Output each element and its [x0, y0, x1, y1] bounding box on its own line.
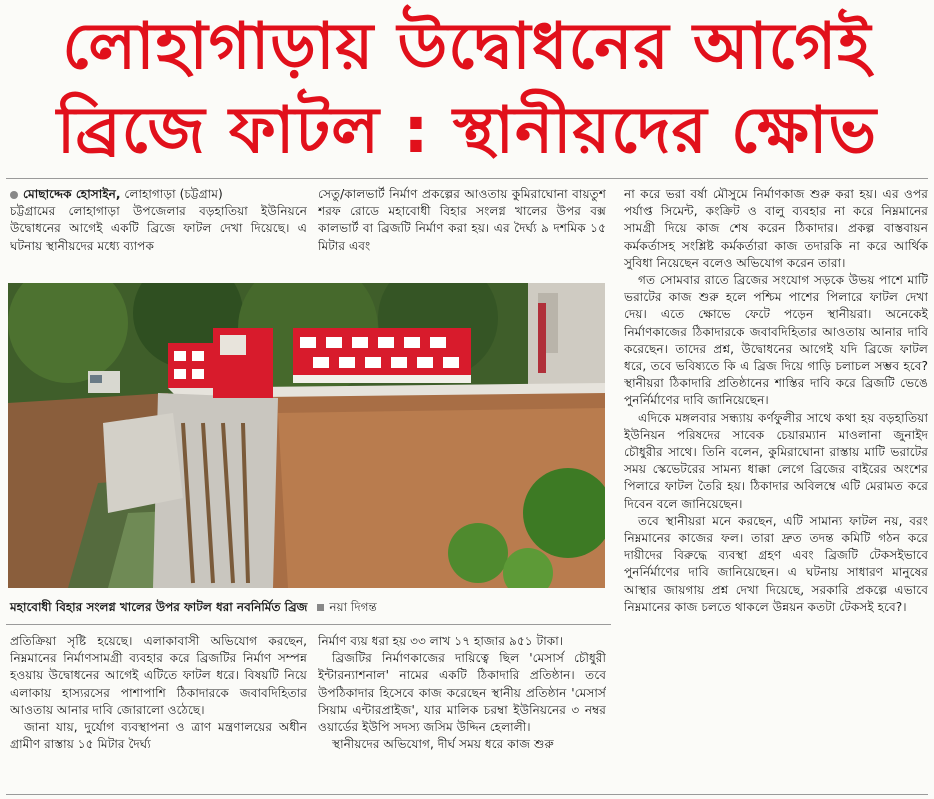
headline-divider: [6, 178, 928, 179]
paragraph: সেতু/কালভার্ট নির্মাণ প্রকল্পের আওতায় কুমিরাঘোনা বায়তুশ শরফ রোডে মহাবোধী বিহার সংলগ্ন খালের উপর বক্স কালভার্ট বা ব্রিজটি নির্মাণ করা হয়। এর দৈর্ঘ্য ৯ দশমিক ১৫ মিটার এবং: [318, 187, 606, 253]
paragraph: নির্মাণ ব্যয় ধরা হয় ৩৩ লাখ ১৭ হাজার ৯৫১ টাকা।: [318, 634, 564, 648]
headline-line-2: ব্রিজে ফাটল : স্থানীয়দের ক্ষোভ: [56, 94, 878, 168]
byline-author: মোছাদ্দেক হোসাইন,: [23, 187, 121, 201]
byline-place: লোহাগাড়া (চট্টগ্রাম): [120, 187, 223, 201]
caption-bullet-icon: [317, 604, 324, 611]
paragraph: ব্রিজটির নির্মাণকাজের দায়িত্বে ছিল 'মেসার্স চৌধুরী ইন্টারন্যাশনাল' নামের একটি ঠিকাদারি প্রতিষ্ঠান। তবে উপঠিকাদার হিসেবে কাজ করেছেন স্থানীয় প্রতিষ্ঠান 'মেসার্স সিয়াম এন্টারপ্রাইজ', যার মালিক চরম্বা ইউনিয়নের ৩ নম্বর ওয়ার্ডের ইউপি সদস্য জসিম উদ্দিন হেলালী।: [318, 651, 606, 735]
byline-bullet-icon: [10, 191, 18, 199]
column-1-bottom: [10, 633, 307, 793]
column-3: [624, 186, 928, 791]
column-2-bottom: [318, 633, 606, 793]
paragraph: গত সোমবার রাতে ব্রিজের সংযোগ সড়কে উভয় পাশে মাটি ভরাটের কাজ শুরু হলে পশ্চিম পাশের পিলারে ফাটল দেখা দেয়। এতে ক্ষোভে ফেটে পড়েন স্থানীয়রা। অনেকেই নির্মাণকাজের ঠিকাদারকে জবাবদিহিতার আওতায় আনার দাবি করেছেন। তাদের প্রশ্ন, উদ্বোধনের আগেই যদি ব্রিজে ফাটল ধরে, তবে ভবিষ্যতে কি এ ব্রিজ দিয়ে গাড়ি চলাচল সম্ভব হবে? স্থানীয়রা ঠিকাদারি প্রতিষ্ঠানের শাস্তির দাবি করে ব্রিজটি ভেঙে পুনর্নির্মাণের দাবি জানিয়েছেন।: [624, 273, 928, 408]
bottom-rule: [6, 794, 928, 795]
column-1-top: [10, 186, 307, 278]
caption-credit: নয়া দিগন্ত: [329, 600, 377, 614]
caption-text: মহাবোধী বিহার সংলগ্ন খালের উপর ফাটল ধরা নবনির্মিত ব্রিজ: [10, 600, 308, 614]
paragraph: না করে ভরা বর্ষা মৌসুমে নির্মাণকাজ শুরু করা হয়। এর ওপর পর্যাপ্ত সিমেন্ট, কংক্রিট ও বালু ব্যবহার না করে নিম্নমানের সামগ্রী দিয়ে কাজ শেষ করেন ঠিকাদার। প্রকল্প বাস্তবায়ন কর্মকর্তাসহ সংশ্লিষ্ট কর্মকর্তারা কাজ তদারকি না করে আর্থিক সুবিধা নিয়েছেন বলেও অভিযোগ করেন তারা।: [624, 187, 928, 270]
paragraph: স্থানীয়দের অভিযোগ, দীর্ঘ সময় ধরে কাজ শুরু: [332, 737, 554, 752]
headline-line-1: লোহাগাড়ায় উদ্বোধনের আগেই: [62, 10, 872, 84]
paragraph: চট্টগ্রামের লোহাগাড়া উপজেলার বড়হাতিয়া ইউনিয়নে উদ্বোধনের আগেই একটি ব্রিজে ফাটল দেখা দিয়েছে। এ ঘটনায় স্থানীয়দের মধ্যে ব্যাপক: [10, 204, 307, 253]
paragraph: জানা যায়, দুর্যোগ ব্যবস্থাপনা ও ত্রাণ মন্ত্রণালয়ের অধীন গ্রামীণ রাস্তায় ১৫ মিটার দৈর্ঘ্য: [10, 720, 307, 752]
column-2-top: [318, 186, 606, 278]
photo-caption: [10, 599, 600, 615]
paragraph: তবে স্থানীয়রা মনে করছেন, এটি সামান্য ফাটল নয়, বরং নিম্নমানের কাজের ফল। তারা দ্রুত তদন্ত কমিটি গঠন করে দায়ীদের বিরুদ্ধে ব্যবস্থা গ্রহণ এবং ব্রিজটি টেকসইভাবে পুনর্নির্মাণের দাবি জানিয়েছেন। এ ঘটনায় সাধারণ মানুষের আস্থার জায়গায় প্রশ্ন দেখা দিয়েছে, সরকারি প্রকল্পে এভাবে নিম্নমানের কাজ চলতে থাকলে উন্নয়ন কতটা টেকসই হবে?।: [624, 513, 928, 614]
paragraph: প্রতিক্রিয়া সৃষ্টি হয়েছে। এলাকাবাসী অভিযোগ করছেন, নিম্নমানের নির্মাণসামগ্রী ব্যবহার করে ব্রিজটির নির্মাণ সম্পন্ন হওয়ায় উদ্বোধনের আগেই এটিতে ফাটল ধরে। বিষয়টি নিয়ে এলাকায় হাস্যরসের পাশাপাশি ঠিকাদারকে জবাবদিহিতার আওতায় আনার দাবি জোরালো ওঠেছে।: [10, 634, 307, 717]
byline: [10, 186, 307, 203]
caption-divider: [6, 624, 611, 625]
paragraph: এদিকে মঙ্গলবার সন্ধ্যায় কর্ণফুলীর সাথে কথা হয় বড়হাতিয়া ইউনিয়ন পরিষদের সাবেক চেয়ারম্যান মাওলানা জুনাইদ চৌধুরীর সাথে। তিনি বলেন, কুমিরাঘোনা রাস্তায় মাটি ভরাটের সময় স্কেভেটরের সামন্য ধাক্কা লেগে ব্রিজের বাইরের অংশের পিলারে ফাটল তৈরি হয়। ঠিকাদার অবিলম্বে এটি মেরামত করে দিবেন বলে জানিয়েছেন।: [624, 410, 928, 511]
bridge-photo: [8, 283, 605, 588]
